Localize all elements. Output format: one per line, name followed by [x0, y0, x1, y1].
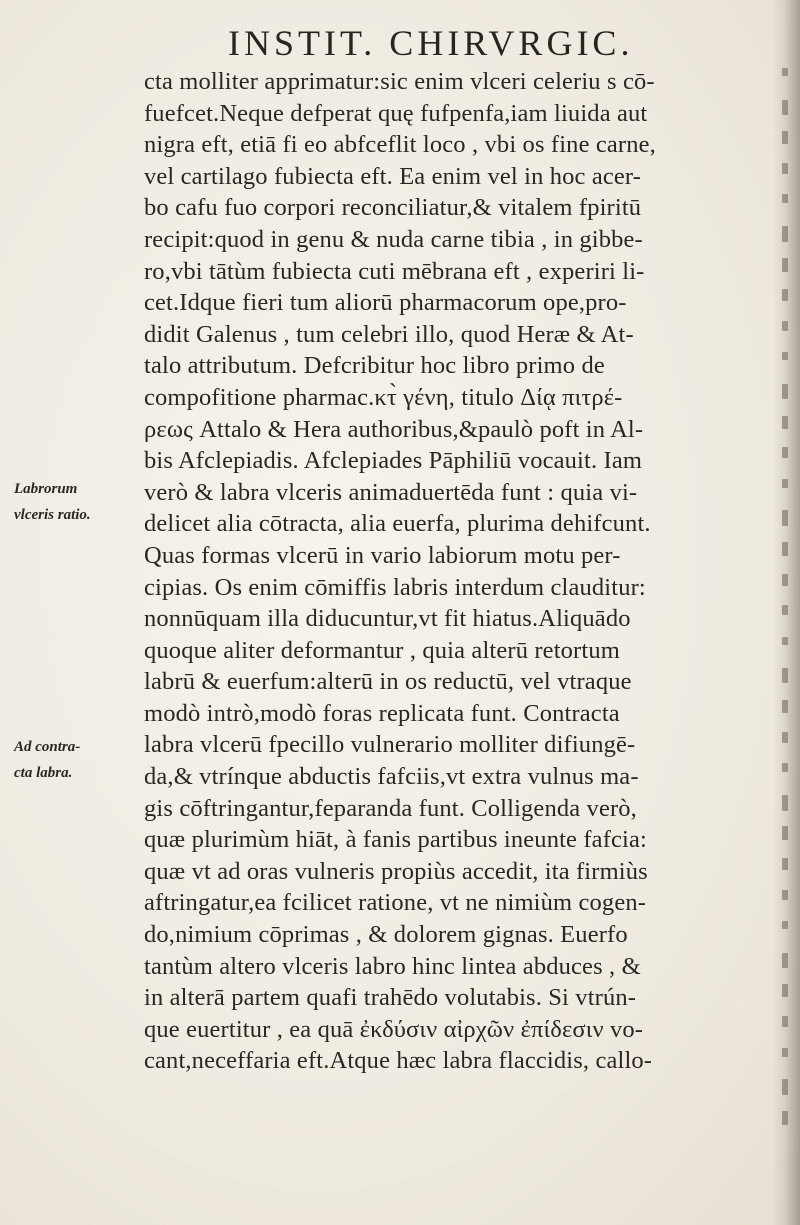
text-line: labrū & euerfum:alterū in os reductū, vel vtraque: [144, 668, 632, 696]
text-line: aftringatur,ea fcilicet ratione, vt ne nimiùm cogen-: [144, 889, 647, 917]
text-line: cant,neceffaria eft.Atque hæc labra flaccidis, callo-: [144, 1047, 653, 1075]
text-line: da,& vtrínque abductis fafciis,vt extra vulnus ma-: [144, 763, 639, 791]
page-edge-mark: [782, 1079, 788, 1095]
text-line: cet.Idque fieri tum aliorū pharmacorum ope,pro-: [144, 289, 627, 317]
text-line: bo cafu fuo corpori reconciliatur,& vitalem fpiritū: [144, 194, 642, 222]
running-head: INSTIT. CHIRVRGIC.: [228, 23, 634, 63]
text-line: compofitione pharmac.κτ̀ γένη, titulo Δίᾳ πιτρέ-: [144, 383, 623, 411]
text-line: quæ plurimùm hiāt, à fanis partibus ineunte fafcia:: [144, 826, 647, 854]
text-line: nigra eft, etiā fi eo abfceflit loco , vbi os fine carne,: [144, 131, 656, 159]
text-line: didit Galenus , tum celebri illo, quod Heræ & At-: [144, 320, 634, 348]
margin-note-line: vlceris ratio.: [14, 507, 91, 523]
text-line: tantùm altero vlceris labro hinc lintea abduces , &: [144, 952, 641, 980]
text-line: gis cōftringantur,feparanda funt. Colligenda verò,: [144, 794, 637, 822]
margin-note-labrorum: [14, 476, 140, 528]
margin-note-line: cta labra.: [14, 765, 73, 781]
text-line: fuefcet.Neque defperat quę fufpenfa,iam liuida aut: [144, 99, 648, 127]
text-line: labra vlcerū fpecillo vulnerario molliter difiungē-: [144, 731, 636, 759]
text-line: delicet alia cōtracta, alia euerfa, plurima dehifcunt.: [144, 510, 651, 538]
text-line: vel cartilago fubiecta eft. Ea enim vel in hoc acer-: [144, 162, 642, 190]
text-line: modò intrò,modò foras replicata funt. Contracta: [144, 699, 620, 727]
text-line: talo attributum. Defcribitur hoc libro primo de: [144, 352, 605, 380]
text-line: verò & labra vlceris animaduertēda funt : quia vi-: [144, 478, 638, 506]
text-line: bis Afclepiadis. Afclepiades Pāphiliū vocauit. Iam: [144, 447, 643, 475]
main-text-block: [144, 66, 784, 1077]
text-line: cipias. Os enim cōmiffis labris interdum clauditur:: [144, 573, 646, 601]
text-line: cta molliter apprimatur:sic enim vlceri celeriu s cō-: [144, 68, 655, 95]
text-line: ρεως Attalo & Hera authoribus,&paulò poft in Al-: [144, 415, 644, 443]
text-line: do,nimium cōprimas , & dolorem gignas. Euerfo: [144, 921, 628, 949]
text-line: nonnūquam illa diducuntur,vt fit hiatus.Aliquādo: [144, 605, 631, 633]
text-line: Quas formas vlcerū in vario labiorum motu per-: [144, 541, 621, 569]
margin-note-ad-contracta: [14, 734, 140, 786]
margin-note-line: Labrorum: [14, 481, 78, 497]
page-edge-mark: [782, 1111, 788, 1125]
text-line: recipit:quod in genu & nuda carne tibia , in gibbe-: [144, 225, 643, 253]
text-line: in alterā partem quafi trahēdo volutabis. Si vtrún-: [144, 984, 637, 1012]
text-line: quæ vt ad oras vulneris propiùs accedit, ita firmiùs: [144, 857, 648, 885]
text-line: ro,vbi tātùm fubiecta cuti mēbrana eft , experiri li-: [144, 257, 645, 285]
text-line: quoque aliter deformantur , quia alterū retortum: [144, 636, 620, 664]
margin-note-line: Ad contra-: [14, 739, 81, 755]
text-line: que euertitur , ea quā ἐκδύσιν αἰρχῶν ἐπίδεσιν vo-: [144, 1015, 644, 1043]
